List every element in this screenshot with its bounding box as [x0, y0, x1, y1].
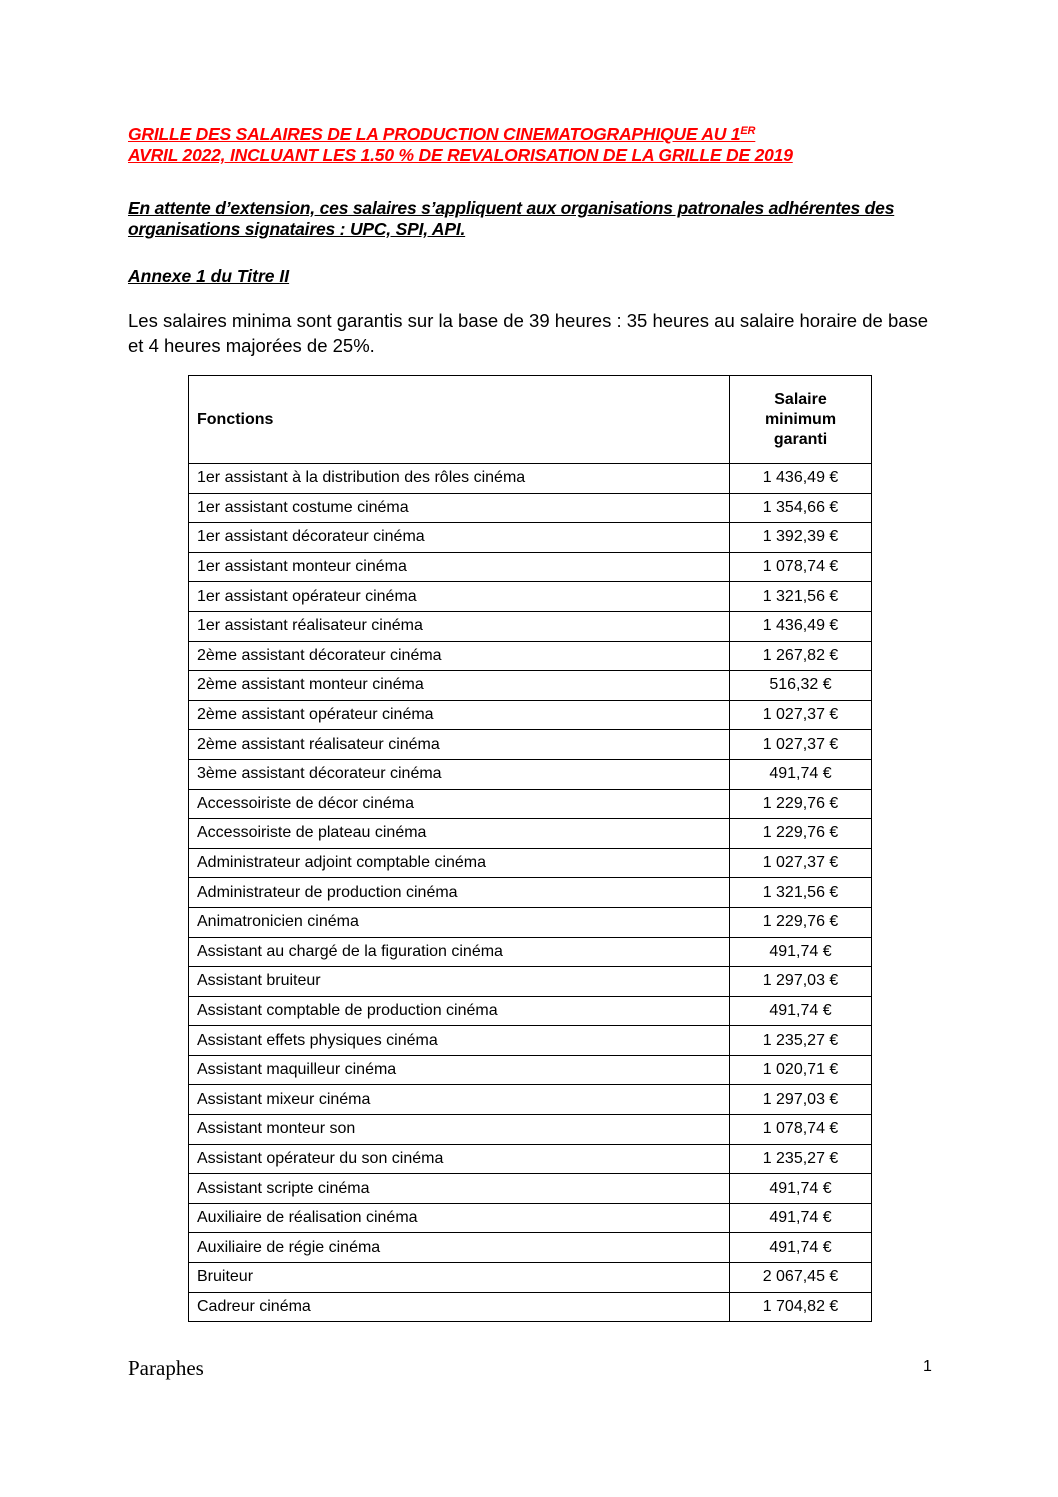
cell-salaire: 491,74 €	[730, 1203, 872, 1233]
table-row	[189, 1055, 872, 1085]
header-fonctions: Fonctions	[189, 376, 730, 464]
cell-fonction: Assistant scripte cinéma	[189, 1174, 730, 1204]
cell-salaire: 491,74 €	[730, 1233, 872, 1263]
footer-paraphes: Paraphes	[128, 1356, 204, 1380]
table-row	[189, 641, 872, 671]
cell-fonction: 1er assistant monteur cinéma	[189, 552, 730, 582]
cell-fonction: 3ème assistant décorateur cinéma	[189, 759, 730, 789]
cell-salaire: 1 229,76 €	[730, 819, 872, 849]
cell-fonction: 2ème assistant monteur cinéma	[189, 671, 730, 701]
header-salaire-line-2: minimum	[764, 410, 837, 428]
cell-fonction: Assistant effets physiques cinéma	[189, 1026, 730, 1056]
cell-fonction: Assistant maquilleur cinéma	[189, 1055, 730, 1085]
title-superscript: ER	[740, 125, 756, 137]
table-row	[189, 819, 872, 849]
table-row	[189, 1233, 872, 1263]
cell-fonction: Assistant mixeur cinéma	[189, 1085, 730, 1115]
cell-fonction: 1er assistant opérateur cinéma	[189, 582, 730, 612]
cell-fonction: Assistant monteur son	[189, 1115, 730, 1145]
cell-fonction: Auxiliaire de réalisation cinéma	[189, 1203, 730, 1233]
cell-fonction: Accessoiriste de plateau cinéma	[189, 819, 730, 849]
table-row	[189, 611, 872, 641]
table-row	[189, 1144, 872, 1174]
title-line-2: AVRIL 2022, INCLUANT LES 1.50 % DE REVALORISATION DE LA GRILLE DE 2019	[128, 145, 793, 165]
cell-salaire: 1 354,66 €	[730, 493, 872, 523]
table-row	[189, 996, 872, 1026]
cell-salaire: 491,74 €	[730, 1174, 872, 1204]
cell-salaire: 1 704,82 €	[730, 1292, 872, 1322]
header-salaire	[730, 376, 872, 464]
cell-salaire: 1 297,03 €	[730, 1085, 872, 1115]
table-row	[189, 1263, 872, 1293]
cell-fonction: Auxiliaire de régie cinéma	[189, 1233, 730, 1263]
cell-fonction: Bruiteur	[189, 1263, 730, 1293]
cell-fonction: Accessoiriste de décor cinéma	[189, 789, 730, 819]
cell-fonction: Assistant bruiteur	[189, 967, 730, 997]
table-row	[189, 848, 872, 878]
table-row	[189, 1115, 872, 1145]
cell-salaire: 1 027,37 €	[730, 700, 872, 730]
cell-fonction: 1er assistant décorateur cinéma	[189, 523, 730, 553]
cell-salaire: 1 321,56 €	[730, 582, 872, 612]
cell-salaire: 491,74 €	[730, 937, 872, 967]
cell-fonction: 2ème assistant opérateur cinéma	[189, 700, 730, 730]
annexe-heading: Annexe 1 du Titre II	[128, 266, 290, 286]
table-row	[189, 1026, 872, 1056]
cell-salaire: 1 027,37 €	[730, 848, 872, 878]
cell-fonction: 2ème assistant réalisateur cinéma	[189, 730, 730, 760]
table-row	[189, 464, 872, 494]
cell-salaire: 2 067,45 €	[730, 1263, 872, 1293]
table-header-row	[189, 376, 872, 464]
header-salaire-line-1: Salaire	[774, 390, 827, 408]
cell-fonction: Administrateur de production cinéma	[189, 878, 730, 908]
cell-fonction: 1er assistant à la distribution des rôles cinéma	[189, 464, 730, 494]
table-row	[189, 878, 872, 908]
cell-fonction: Animatronicien cinéma	[189, 907, 730, 937]
cell-fonction: Administrateur adjoint comptable cinéma	[189, 848, 730, 878]
table-row	[189, 1174, 872, 1204]
table-row	[189, 759, 872, 789]
document-subtitle: En attente d’extension, ces salaires s’appliquent aux organisations patronales adhérentes des organisations signataires : UPC, SPI, API.	[128, 198, 895, 239]
cell-salaire: 516,32 €	[730, 671, 872, 701]
cell-salaire: 1 235,27 €	[730, 1144, 872, 1174]
title-line-1: GRILLE DES SALAIRES DE LA PRODUCTION CINEMATOGRAPHIQUE AU 1	[128, 124, 741, 144]
cell-fonction: Assistant au chargé de la figuration cinéma	[189, 937, 730, 967]
cell-fonction: 1er assistant réalisateur cinéma	[189, 611, 730, 641]
table-row	[189, 523, 872, 553]
cell-salaire: 1 267,82 €	[730, 641, 872, 671]
cell-salaire: 1 078,74 €	[730, 552, 872, 582]
cell-salaire: 1 020,71 €	[730, 1055, 872, 1085]
table-row	[189, 493, 872, 523]
table-row	[189, 1203, 872, 1233]
cell-salaire: 1 078,74 €	[730, 1115, 872, 1145]
page-number: 1	[923, 1358, 932, 1375]
cell-salaire: 1 297,03 €	[730, 967, 872, 997]
cell-salaire: 1 436,49 €	[730, 611, 872, 641]
cell-salaire: 1 027,37 €	[730, 730, 872, 760]
table-row	[189, 700, 872, 730]
cell-fonction: Cadreur cinéma	[189, 1292, 730, 1322]
cell-salaire: 1 229,76 €	[730, 907, 872, 937]
table-row	[189, 967, 872, 997]
table-row	[189, 907, 872, 937]
salary-table	[188, 375, 872, 1322]
cell-salaire: 491,74 €	[730, 759, 872, 789]
cell-salaire: 1 229,76 €	[730, 789, 872, 819]
table-body	[189, 464, 872, 1322]
table-row	[189, 1292, 872, 1322]
table-row	[189, 582, 872, 612]
document-title	[128, 124, 928, 166]
cell-fonction: 1er assistant costume cinéma	[189, 493, 730, 523]
table-row	[189, 789, 872, 819]
table-row	[189, 730, 872, 760]
cell-salaire: 491,74 €	[730, 996, 872, 1026]
cell-salaire: 1 235,27 €	[730, 1026, 872, 1056]
table-row	[189, 1085, 872, 1115]
table-row	[189, 552, 872, 582]
cell-fonction: 2ème assistant décorateur cinéma	[189, 641, 730, 671]
cell-salaire: 1 436,49 €	[730, 464, 872, 494]
cell-salaire: 1 321,56 €	[730, 878, 872, 908]
header-salaire-line-3: garanti	[773, 430, 828, 448]
table-row	[189, 671, 872, 701]
intro-paragraph: Les salaires minima sont garantis sur la base de 39 heures : 35 heures au salaire horaire de base et 4 heures majorées de 25%.	[128, 310, 929, 356]
table-row	[189, 937, 872, 967]
cell-fonction: Assistant comptable de production cinéma	[189, 996, 730, 1026]
cell-salaire: 1 392,39 €	[730, 523, 872, 553]
cell-fonction: Assistant opérateur du son cinéma	[189, 1144, 730, 1174]
